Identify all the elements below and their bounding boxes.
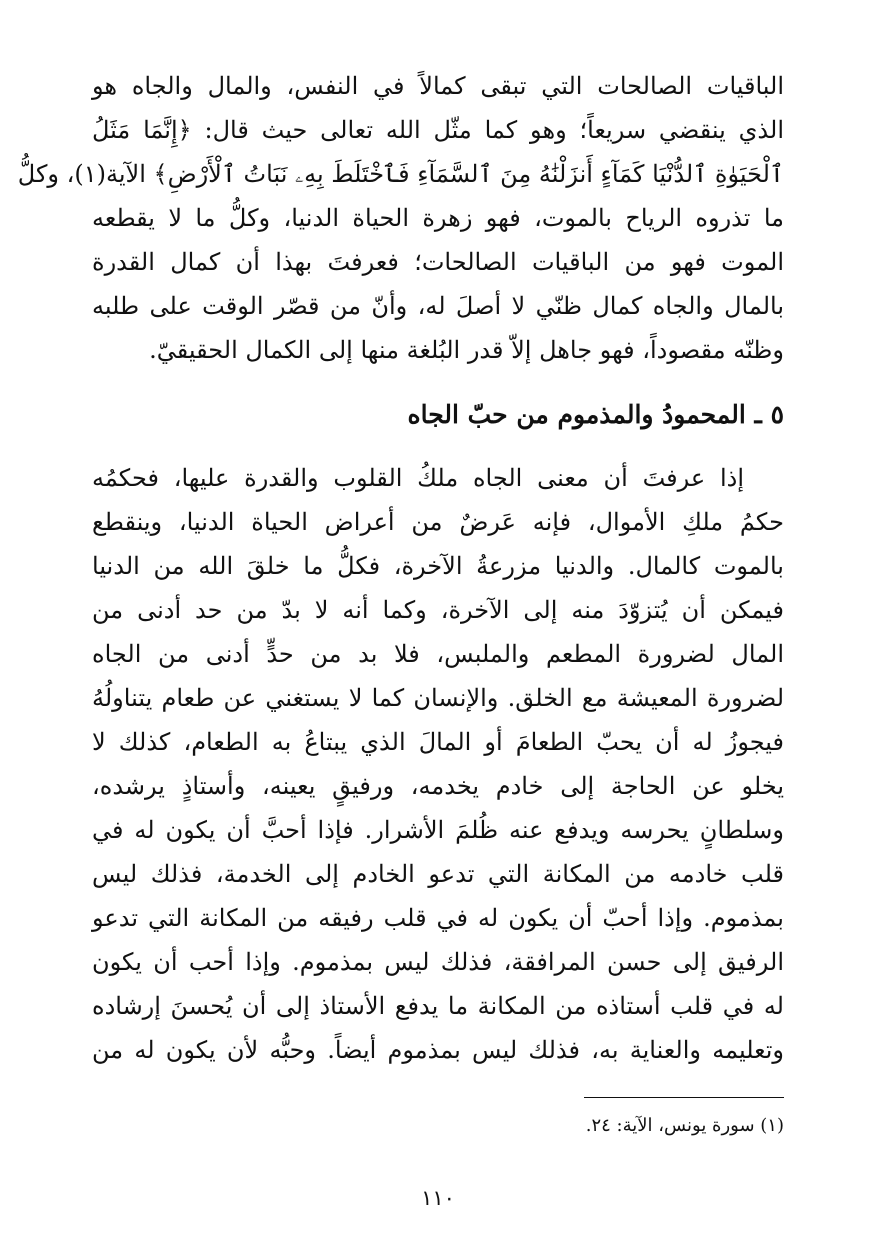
paragraph-line: يخلو عن الحاجة إلى خادم يخدمه، ورفيقٍ يعينه، وأستاذٍ يرشده، [92,772,784,800]
paragraph-line: قلب خادمه من المكانة التي تدعو الخادم إلى الخدمة، فذلك ليس [92,860,784,888]
paragraph-line: الموت فهو من الباقيات الصالحات؛ فعرفتَ بهذا أن كمال القدرة [92,248,784,276]
page-number: ١١٠ [421,1186,455,1210]
paragraph-line: الباقيات الصالحات التي تبقى كمالاً في النفس، والمال والجاه هو [92,72,784,100]
paragraph-line: بالموت كالمال. والدنيا مزرعةُ الآخرة، فكلُّ ما خلقَ الله من الدنيا [92,552,784,580]
paragraph-line: حكمُ ملكِ الأموال، فإنه عَرضٌ من أعراض الحياة الدنيا، وينقطع [92,508,784,536]
paragraph-line: وسلطانٍ يحرسه ويدفع عنه ظُلمَ الأشرار. فإذا أحبَّ أن يكون له في [92,816,784,844]
paragraph-line: وتعليمه والعناية به، فذلك ليس بمذموم أيضاً. وحبُّه لأن يكون له من [92,1036,784,1064]
quran-verse-line: ٱلْحَيَوٰةِ ٱلدُّنْيَا كَمَآءٍ أَنزَلْنَٰهُ مِنَ ٱلسَّمَآءِ فَٱخْتَلَطَ بِهِۦ نَبَاتُ ٱلْأَرْضِ﴾ الآية(١)، وكلُّ [17,160,784,188]
paragraph-line: المال لضرورة المطعم والملبس، فلا بد من حدٍّ أدنى من الجاه [92,640,784,668]
paragraph-line: لضرورة المعيشة مع الخلق. والإنسان كما لا يستغني عن طعام يتناولُهُ [92,684,785,712]
paragraph-line: وظنّه مقصوداً، فهو جاهل إلاّ قدر البُلغة منها إلى الكمال الحقيقيّ. [149,336,784,364]
paragraph-line: بمذموم. وإذا أحبّ أن يكون له في قلب رفيقه من المكانة التي تدعو [92,904,784,932]
paragraph-line: فيمكن أن يُتزوّدَ منه إلى الآخرة، وكما أنه لا بدّ من حد أدنى من [92,596,784,624]
paragraph-line: له في قلب أستاذه من المكانة ما يدفع الأستاذ إلى أن يُحسنَ إرشاده [92,992,784,1020]
section-heading: ٥ ـ المحمودُ والمذموم من حبّ الجاه [407,400,784,429]
footnote-separator [584,1097,784,1098]
footnote: (١) سورة يونس، الآية: ٢٤. [585,1115,784,1136]
paragraph-line: إذا عرفتَ أن معنى الجاه ملكُ القلوب والقدرة عليها، فحكمُه [92,464,744,492]
paragraph-line: بالمال والجاه كمال ظنّي لا أصلَ له، وأنّ من قصّر الوقت على طلبه [92,292,784,320]
paragraph-line: فيجوزُ له أن يحبّ الطعامَ أو المالَ الذي يبتاعُ به الطعام، كذلك لا [92,728,784,756]
paragraph-line: الذي ينقضي سريعاً؛ وهو كما مثّل الله تعالى حيث قال: ﴿إِنَّمَا مَثَلُ [92,116,784,144]
paragraph-line: ما تذروه الرياح بالموت، فهو زهرة الحياة الدنيا، وكلُّ ما لا يقطعه [92,204,784,232]
paragraph-line: الرفيق إلى حسن المرافقة، فذلك ليس بمذموم. وإذا أحب أن يكون [92,948,784,976]
